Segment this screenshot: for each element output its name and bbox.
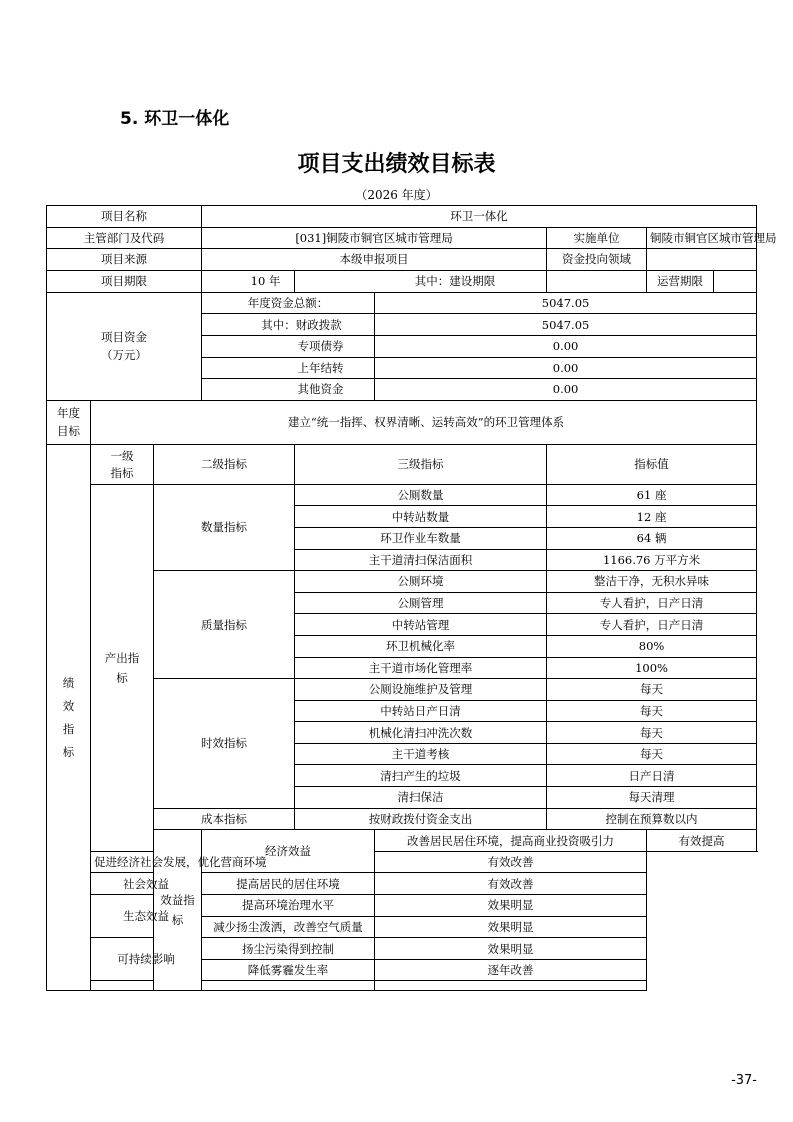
table-row (47, 895, 757, 917)
indicator-value: 专人看护，日产日清 (547, 614, 757, 636)
indicator-value: 每天 (547, 743, 757, 765)
indicator-value: 64 辆 (547, 527, 757, 549)
table-row (47, 484, 757, 506)
document-title: 项目支出绩效目标表 (297, 152, 496, 177)
indicator-value: 专人看护，日产日清 (547, 592, 757, 614)
indicator-name: 按财政拨付资金支出 (295, 808, 547, 830)
l1-header-line1: 一级 (110, 448, 134, 463)
indicator-value: 80% (547, 635, 757, 657)
other-label: 其他资金 (202, 379, 375, 401)
output-label-line2: 标 (116, 670, 128, 685)
last-year-label: 上年结转 (202, 357, 375, 379)
table-row (47, 873, 757, 895)
indicator-name: 公厕数量 (295, 484, 547, 506)
dept-code-label: 主管部门及代码 (47, 227, 202, 249)
invest-field-value (647, 249, 757, 271)
spacer-cell (91, 981, 202, 991)
quantity-label: 数量指标 (154, 484, 295, 570)
indicator-value: 12 座 (547, 506, 757, 528)
funds-label-line1: 项目资金 (101, 330, 148, 345)
period-label: 项目期限 (47, 270, 202, 292)
indicator-value: 效果明显 (375, 895, 647, 917)
indicator-value: 日产日清 (547, 765, 757, 787)
goal-label (47, 400, 91, 444)
indicator-value: 效果明显 (375, 916, 647, 938)
economic-label: 经济效益 (202, 830, 375, 873)
l1-header-line2: 指标 (110, 465, 134, 480)
output-label-line1: 产出指 (104, 650, 140, 665)
indicator-name: 公厕环境 (295, 571, 547, 593)
page-number: -37- (731, 1073, 757, 1088)
row-period (47, 270, 757, 292)
table-row (47, 808, 757, 830)
special-bond-value: 0.00 (375, 335, 757, 357)
benefit-label-line2: 标 (171, 913, 184, 928)
last-year-value: 0.00 (375, 357, 757, 379)
document-year: （2026 年度） (355, 188, 438, 202)
row-funds-total (47, 292, 757, 314)
fiscal-value: 5047.05 (375, 314, 757, 336)
indicator-name: 公厕设施维护及管理 (295, 679, 547, 701)
indicator-value: 有效提高 (647, 830, 757, 852)
perf-char-4: 标 (62, 744, 75, 759)
indicator-name: 主干道清扫保洁面积 (295, 549, 547, 571)
indicator-name: 改善居民居住环境，提高商业投资吸引力 (375, 830, 647, 852)
spacer-cell (375, 981, 647, 991)
indicator-name: 提高居民的居住环境 (202, 873, 375, 895)
indicator-value: 有效改善 (375, 873, 647, 895)
impl-unit-value: 铜陵市铜官区城市管理局 (647, 227, 757, 249)
indicator-value: 100% (547, 657, 757, 679)
perf-char-1: 绩 (62, 675, 75, 690)
funds-label-line2: （万元） (101, 348, 148, 363)
performance-target-table (46, 205, 777, 991)
op-period-value (714, 271, 756, 292)
table-row (47, 938, 757, 960)
other-value: 0.00 (375, 379, 757, 401)
indicator-name: 中转站数量 (295, 506, 547, 528)
goal-label-line2: 目标 (57, 424, 80, 439)
indicator-value: 效果明显 (375, 938, 647, 960)
spacer-cell (202, 981, 375, 991)
quality-label: 质量指标 (154, 571, 295, 679)
row-goal (47, 400, 757, 444)
indicator-name: 公厕管理 (295, 592, 547, 614)
indicator-name: 促进经济社会发展，优化营商环境 (91, 851, 202, 873)
output-indicator-label (91, 484, 154, 851)
dept-code-value: [031]铜陵市铜官区城市管理局 (202, 227, 547, 249)
project-name-value: 环卫一体化 (202, 206, 757, 228)
indicator-name: 清扫产生的垃圾 (295, 765, 547, 787)
period-value: 10 年 (202, 270, 295, 292)
indicator-name: 减少扬尘泼洒，改善空气质量 (202, 916, 375, 938)
table-row (47, 851, 757, 873)
perf-char-3: 指 (62, 721, 75, 736)
build-period-label: 其中：建设期限 (295, 270, 547, 292)
indicator-value: 每天 (547, 722, 757, 744)
perf-char-2: 效 (62, 698, 75, 713)
build-period-value (547, 270, 647, 292)
indicator-name: 环卫作业车数量 (295, 527, 547, 549)
l3-header: 三级指标 (295, 444, 547, 484)
indicator-name: 环卫机械化率 (295, 635, 547, 657)
indicator-value: 有效改善 (375, 851, 647, 873)
invest-field-label: 资金投向领域 (547, 249, 647, 271)
section-title: 5. 环卫一体化 (120, 109, 230, 129)
l1-header (91, 444, 154, 484)
indicator-value: 整洁干净，无积水异味 (547, 571, 757, 593)
table-row (47, 830, 757, 852)
indicator-name: 中转站管理 (295, 614, 547, 636)
cost-label: 成本指标 (154, 808, 295, 830)
row-dept (47, 227, 757, 249)
special-bond-label: 专项债券 (202, 335, 375, 357)
goal-value: 建立“统一指挥、权界清晰、运转高效”的环卫管理体系 (91, 400, 757, 444)
table-row (47, 679, 757, 701)
social-label: 社会效益 (91, 873, 202, 895)
row-source (47, 249, 757, 271)
indicator-name: 降低雾霾发生率 (202, 959, 375, 981)
indicator-name: 扬尘污染得到控制 (202, 938, 375, 960)
indicator-value: 每天清理 (547, 787, 757, 809)
impl-unit-label: 实施单位 (547, 227, 647, 249)
annual-total-label: 年度资金总额： (202, 292, 375, 314)
indicator-name: 中转站日产日清 (295, 700, 547, 722)
indicator-name: 机械化清扫冲洗次数 (295, 722, 547, 744)
indicator-value: 逐年改善 (375, 959, 647, 981)
indicator-name: 主干道考核 (295, 743, 547, 765)
op-period-label: 运营期限 (647, 271, 714, 292)
perf-indicator-label (47, 444, 91, 991)
row-project-name (47, 206, 757, 228)
timeliness-label: 时效指标 (154, 679, 295, 809)
indicator-value: 61 座 (547, 484, 757, 506)
sustain-label: 可持续影响 (91, 938, 202, 981)
indicator-value: 每天 (547, 679, 757, 701)
indicator-name: 清扫保洁 (295, 787, 547, 809)
benefit-label-line1: 效益指 (160, 893, 195, 908)
fiscal-label: 其中：财政拨款 (202, 314, 375, 336)
source-label: 项目来源 (47, 249, 202, 271)
funds-label (47, 292, 202, 400)
l2-header: 二级指标 (154, 444, 295, 484)
value-header: 指标值 (547, 444, 757, 484)
indicator-value: 每天 (547, 700, 757, 722)
table-row-spacer (47, 981, 757, 991)
goal-label-line1: 年度 (57, 406, 80, 421)
indicator-name: 提高环境治理水平 (202, 895, 375, 917)
source-value: 本级申报项目 (202, 249, 547, 271)
table-row (47, 571, 757, 593)
indicator-value: 1166.76 万平方米 (547, 549, 757, 571)
indicator-value: 控制在预算数以内 (547, 808, 757, 830)
indicator-name: 主干道市场化管理率 (295, 657, 547, 679)
row-indicator-header (47, 444, 757, 484)
annual-total-value: 5047.05 (375, 292, 757, 314)
eco-label: 生态效益 (91, 895, 202, 938)
project-name-label: 项目名称 (47, 206, 202, 228)
